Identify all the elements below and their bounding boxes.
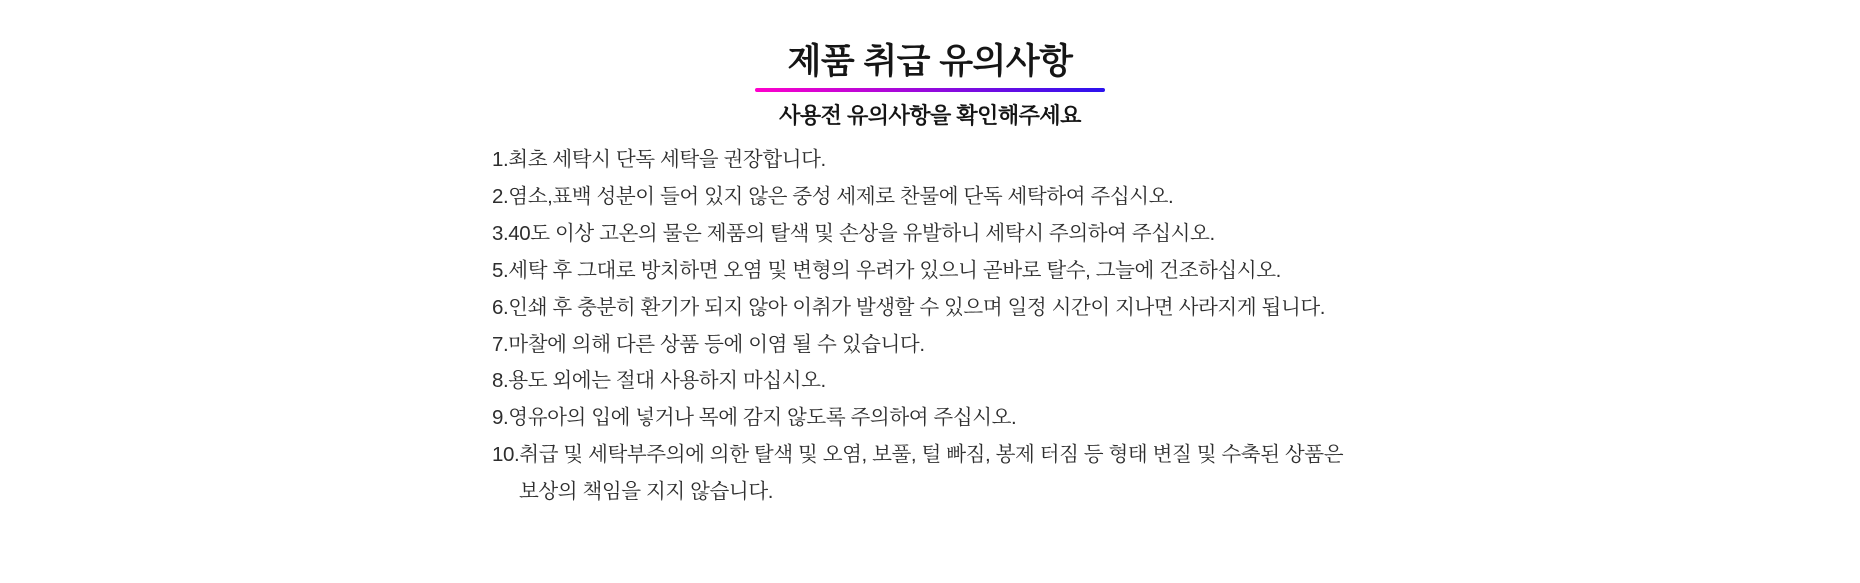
precaution-item-10-continued: 보상의 책임을 지지 않습니다. bbox=[519, 480, 774, 504]
precaution-item-2: 2.염소,표백 성분이 들어 있지 않은 중성 세제로 찬물에 단독 세탁하여 주십시오. bbox=[492, 184, 1174, 208]
gradient-divider bbox=[755, 88, 1105, 92]
precaution-item-1: 1.최초 세탁시 단독 세탁을 권장합니다. bbox=[492, 148, 826, 171]
precaution-item-9: 9.영유아의 입에 넣거나 목에 감지 않도록 주의하여 주십시오. bbox=[492, 406, 1017, 430]
page-title: 제품 취급 유의사항 bbox=[787, 42, 1073, 81]
page-subtitle: 사용전 유의사항을 확인해주세요 bbox=[779, 103, 1081, 128]
precaution-item-10: 10.취급 및 세탁부주의에 의한 탈색 및 오염, 보풀, 털 빠짐, 봉제 터짐 등 형태 변질 및 수축된 상품은 bbox=[492, 443, 1344, 467]
precaution-list bbox=[492, 142, 1343, 511]
precaution-item-5: 5.세탁 후 그대로 방치하면 오염 및 변형의 우려가 있으니 곧바로 탈수, 그늘에 건조하십시오. bbox=[492, 258, 1281, 282]
precaution-item-6: 6.인쇄 후 충분히 환기가 되지 않아 이취가 발생할 수 있으며 일정 시간이 지나면 사라지게 됩니다. bbox=[492, 295, 1326, 319]
precaution-item-7: 7.마찰에 의해 다른 상품 등에 이염 될 수 있습니다. bbox=[492, 332, 925, 356]
precaution-item-8: 8.용도 외에는 절대 사용하지 마십시오. bbox=[492, 369, 826, 393]
precaution-item-3: 3.40도 이상 고온의 물은 제품의 탈색 및 손상을 유발하니 세탁시 주의하여 주십시오. bbox=[492, 221, 1215, 245]
notice-header bbox=[0, 40, 1860, 129]
